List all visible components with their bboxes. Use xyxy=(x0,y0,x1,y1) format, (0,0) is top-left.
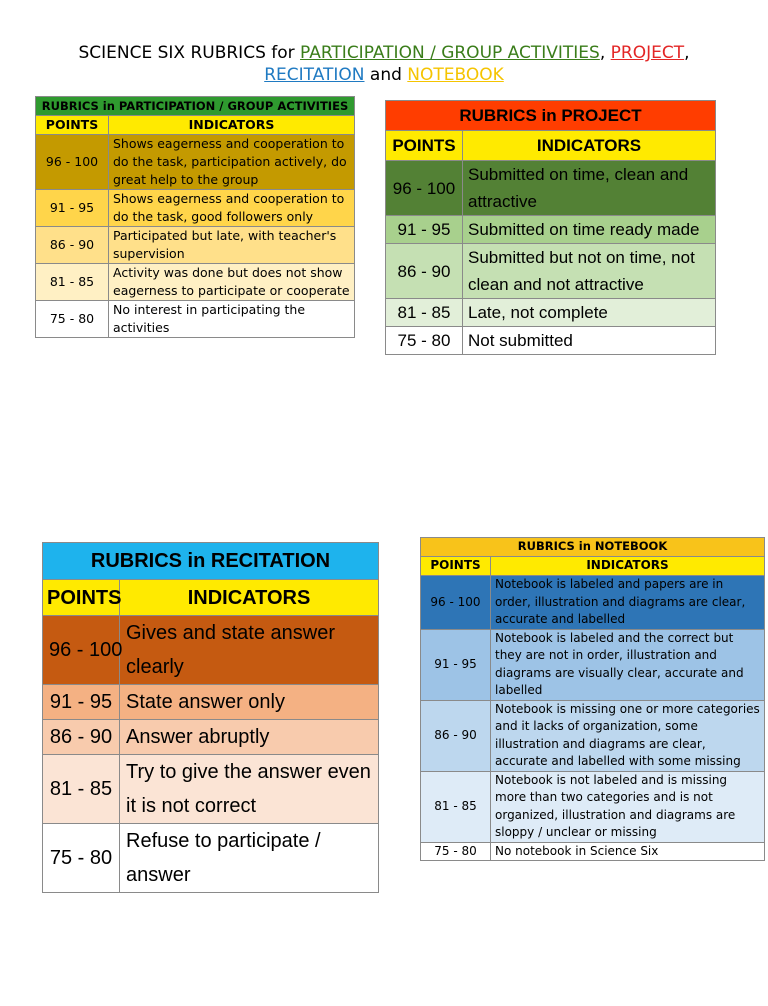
project-row xyxy=(386,327,716,355)
project-points-header: POINTS xyxy=(386,131,463,161)
title-comma-2: , xyxy=(684,43,690,63)
notebook-points-header: POINTS xyxy=(421,557,491,576)
indicator-cell: Notebook is labeled and the correct but they are not in order, illustration and diagrams are visually clear, accurate and labelled xyxy=(491,629,765,700)
title-comma-1: , xyxy=(599,43,606,63)
recitation-row xyxy=(43,720,379,755)
title-participation: PARTICIPATION / GROUP ACTIVITIES xyxy=(300,43,600,63)
page-title xyxy=(0,42,768,86)
recitation-row xyxy=(43,755,379,824)
points-cell: 96 - 100 xyxy=(36,135,109,190)
notebook-row xyxy=(421,576,765,630)
notebook-row xyxy=(421,771,765,842)
indicator-cell: No interest in participating the activities xyxy=(109,301,355,338)
indicator-cell: Shows eagerness and cooperation to do the task, good followers only xyxy=(109,190,355,227)
recitation-row xyxy=(43,616,379,685)
recitation-caption: RUBRICS in RECITATION xyxy=(43,543,379,580)
participation-rubric-table xyxy=(35,96,355,338)
recitation-rubric-table xyxy=(42,542,379,893)
participation-row xyxy=(36,301,355,338)
indicator-cell: Submitted but not on time, not clean and not attractive xyxy=(463,244,716,299)
points-cell: 81 - 85 xyxy=(43,755,120,824)
notebook-rubric-table xyxy=(420,537,765,861)
notebook-caption: RUBRICS in NOTEBOOK xyxy=(421,538,765,557)
indicator-cell: Try to give the answer even it is not correct xyxy=(120,755,379,824)
participation-row xyxy=(36,264,355,301)
points-cell: 75 - 80 xyxy=(421,842,491,861)
points-cell: 96 - 100 xyxy=(421,576,491,630)
indicator-cell: Shows eagerness and cooperation to do the task, participation actively, do great help to the group xyxy=(109,135,355,190)
indicator-cell: State answer only xyxy=(120,685,379,720)
points-cell: 81 - 85 xyxy=(421,771,491,842)
points-cell: 86 - 90 xyxy=(43,720,120,755)
indicator-cell: Gives and state answer clearly xyxy=(120,616,379,685)
participation-row xyxy=(36,190,355,227)
notebook-row xyxy=(421,629,765,700)
project-row xyxy=(386,216,716,244)
title-project: PROJECT xyxy=(610,43,685,63)
title-prefix: SCIENCE SIX RUBRICS for xyxy=(78,43,295,63)
participation-indicators-header: INDICATORS xyxy=(109,116,355,135)
participation-points-header: POINTS xyxy=(36,116,109,135)
indicator-cell: Refuse to participate / answer xyxy=(120,824,379,893)
points-cell: 96 - 100 xyxy=(43,616,120,685)
points-cell: 86 - 90 xyxy=(386,244,463,299)
project-rubric-table xyxy=(385,100,716,355)
points-cell: 81 - 85 xyxy=(386,299,463,327)
indicator-cell: Not submitted xyxy=(463,327,716,355)
participation-caption: RUBRICS in PARTICIPATION / GROUP ACTIVITIES xyxy=(36,97,355,116)
indicator-cell: Notebook is labeled and papers are in order, illustration and diagrams are clear, accurate and labelled xyxy=(491,576,765,630)
indicator-cell: Notebook is not labeled and is missing more than two categories and is not organized, illustration and diagrams are sloppy / unclear or missing xyxy=(491,771,765,842)
project-row xyxy=(386,161,716,216)
project-caption: RUBRICS in PROJECT xyxy=(386,101,716,131)
notebook-indicators-header: INDICATORS xyxy=(491,557,765,576)
title-notebook: NOTEBOOK xyxy=(407,65,504,85)
points-cell: 91 - 95 xyxy=(386,216,463,244)
indicator-cell: Notebook is missing one or more categories and it lacks of organization, some illustration and diagrams are clear, accurate and labelled with some missing xyxy=(491,700,765,771)
project-indicators-header: INDICATORS xyxy=(463,131,716,161)
indicator-cell: Activity was done but does not show eagerness to participate or cooperate xyxy=(109,264,355,301)
notebook-row xyxy=(421,842,765,861)
indicator-cell: Submitted on time, clean and attractive xyxy=(463,161,716,216)
participation-row xyxy=(36,227,355,264)
points-cell: 81 - 85 xyxy=(36,264,109,301)
notebook-row xyxy=(421,700,765,771)
recitation-indicators-header: INDICATORS xyxy=(120,580,379,616)
points-cell: 91 - 95 xyxy=(43,685,120,720)
points-cell: 75 - 80 xyxy=(386,327,463,355)
points-cell: 75 - 80 xyxy=(43,824,120,893)
indicator-cell: Late, not complete xyxy=(463,299,716,327)
points-cell: 86 - 90 xyxy=(36,227,109,264)
project-row xyxy=(386,244,716,299)
points-cell: 91 - 95 xyxy=(421,629,491,700)
points-cell: 96 - 100 xyxy=(386,161,463,216)
points-cell: 86 - 90 xyxy=(421,700,491,771)
indicator-cell: Participated but late, with teacher's supervision xyxy=(109,227,355,264)
recitation-row xyxy=(43,824,379,893)
recitation-row xyxy=(43,685,379,720)
points-cell: 75 - 80 xyxy=(36,301,109,338)
points-cell: 91 - 95 xyxy=(36,190,109,227)
indicator-cell: Answer abruptly xyxy=(120,720,379,755)
indicator-cell: No notebook in Science Six xyxy=(491,842,765,861)
indicator-cell: Submitted on time ready made xyxy=(463,216,716,244)
title-and: and xyxy=(369,65,402,85)
project-row xyxy=(386,299,716,327)
participation-row xyxy=(36,135,355,190)
title-recitation: RECITATION xyxy=(264,65,365,85)
recitation-points-header: POINTS xyxy=(43,580,120,616)
